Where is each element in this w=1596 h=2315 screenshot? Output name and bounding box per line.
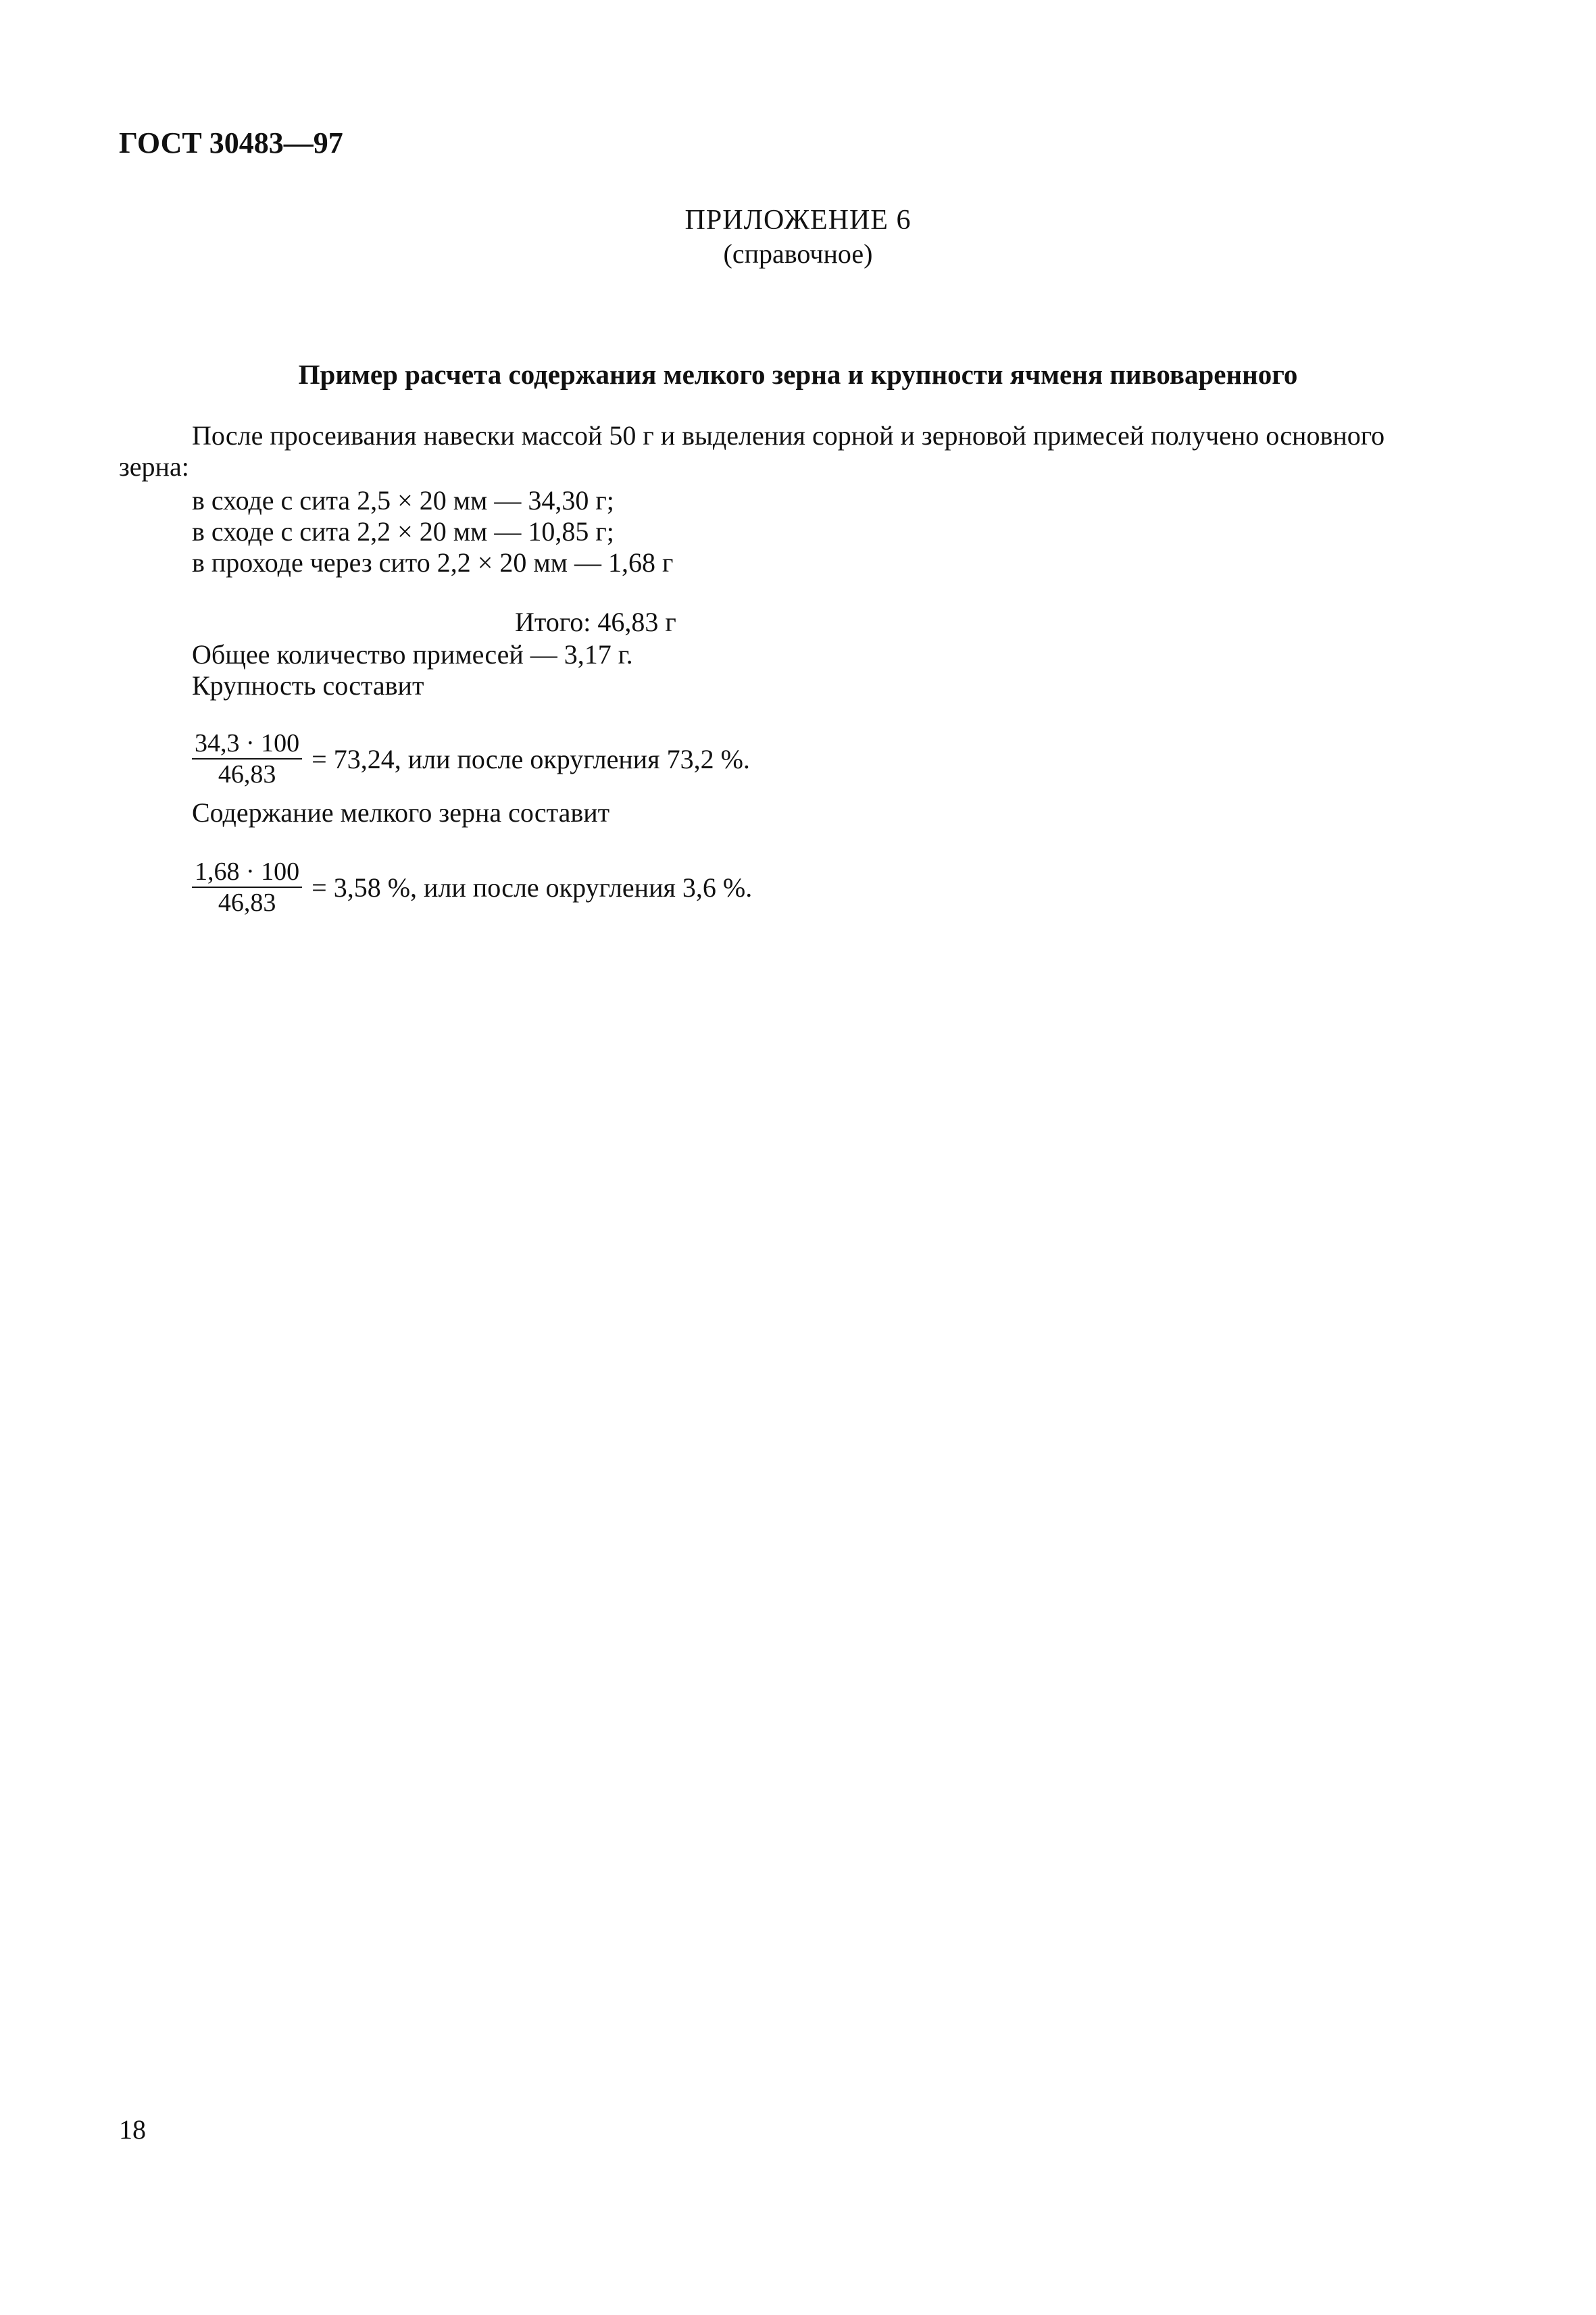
- fine-grain-fraction: [192, 857, 302, 918]
- page-number: 18: [119, 2114, 146, 2145]
- coarseness-intro: Крупность составит: [192, 670, 424, 701]
- coarseness-formula: [192, 728, 750, 789]
- coarseness-numerator: 34,3 · 100: [192, 728, 302, 760]
- fine-grain-result: = 3,58 %, или после округления 3,6 %.: [311, 872, 753, 903]
- annex-title: ПРИЛОЖЕНИЕ 6: [684, 205, 912, 236]
- fine-grain-denominator: 46,83: [218, 889, 276, 917]
- intro-paragraph-line-2: зерна:: [119, 451, 189, 482]
- list-item: в проходе через сито 2,2 × 20 мм — 1,68 г: [192, 547, 674, 578]
- coarseness-fraction: [192, 728, 302, 789]
- fine-grain-formula: [192, 857, 752, 918]
- annex-subtitle: (справочное): [723, 239, 873, 269]
- fine-grain-intro: Содержание мелкого зерна составит: [192, 797, 610, 828]
- list-item: в сходе с сита 2,2 × 20 мм — 10,85 г;: [192, 516, 614, 547]
- list-item: в сходе с сита 2,5 × 20 мм — 34,30 г;: [192, 485, 614, 516]
- impurities-line: Общее количество примесей — 3,17 г.: [192, 639, 633, 670]
- coarseness-result: = 73,24, или после округления 73,2 %.: [311, 743, 750, 774]
- fine-grain-numerator: 1,68 · 100: [192, 857, 302, 888]
- intro-paragraph-line-1: После просеивания навески массой 50 г и выделения сорной и зерновой примесей получено основного: [192, 420, 1385, 451]
- document-code: ГОСТ 30483—97: [119, 126, 343, 159]
- section-heading: Пример расчета содержания мелкого зерна и крупности ячменя пивоваренного: [298, 359, 1298, 390]
- total-line: Итого: 46,83 г: [515, 607, 676, 637]
- coarseness-denominator: 46,83: [218, 760, 276, 789]
